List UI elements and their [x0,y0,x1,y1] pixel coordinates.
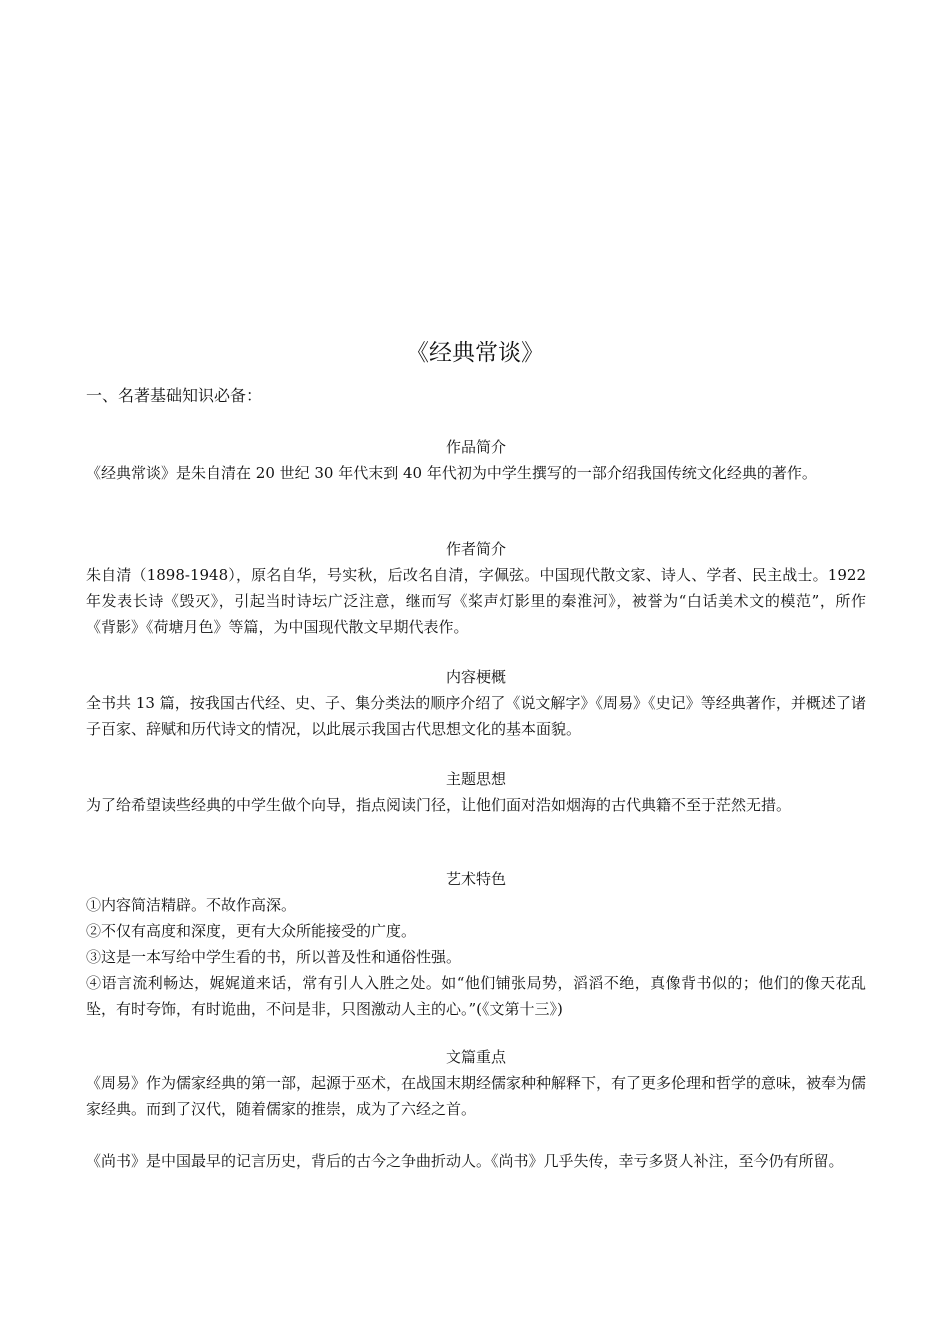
document-title: 《经典常谈》 [406,340,544,366]
art-item-4: ④语言流利畅达，娓娓道来话，常有引人入胜之处。如“他们铺张局势，滔滔不绝，真像背书似的；他们的像天花乱坠，有时夸饰，有时诡曲，不问是非，只图激动人主的心。”(《文第十三》) [86,974,866,1018]
author-section [86,536,866,640]
intro-text: 《经典常谈》是朱自清在 20 世纪 30 年代末到 40 年代初为中学生撰写的一部介绍我国传统文化经典的著作。 [86,464,817,482]
summary-text: 全书共 13 篇，按我国古代经、史、子、集分类法的顺序介绍了《说文解字》《周易》《史记》等经典著作，并概述了诸子百家、辞赋和历代诗文的情况，以此展示我国古代思想文化的基本面貌。 [86,694,866,738]
intro-section [86,434,866,486]
art-item-3: ③这是一本写给中学生看的书，所以普及性和通俗性强。 [86,948,462,966]
art-item-1: ①内容简洁精辟。不故作高深。 [86,896,297,914]
key-chapter-paragraph-1: 《周易》作为儒家经典的第一部，起源于巫术，在战国末期经儒家种种解释下，有了更多伦理和哲学的意味，被奉为儒家经典。而到了汉代，随着儒家的推崇，成为了六经之首。 [86,1074,867,1118]
art-heading: 艺术特色 [445,870,506,888]
key-chapters-heading: 文篇重点 [445,1048,506,1066]
summary-section [86,664,866,742]
theme-section [86,766,866,818]
key-chapters-section [86,1044,866,1174]
author-heading: 作者简介 [445,540,506,558]
key-chapter-paragraph-2: 《尚书》是中国最早的记言历史，背后的古今之争曲折动人。《尚书》几乎失传，幸亏多贤人补注，至今仍有所留。 [86,1152,844,1170]
summary-heading: 内容梗概 [445,668,506,686]
theme-heading: 主题思想 [445,770,506,788]
section-heading: 一、名著基础知识必备： [86,386,263,405]
art-item-2: ②不仅有高度和深度，更有大众所能接受的广度。 [86,922,417,940]
author-text: 朱自清（1898-1948），原名自华，号实秋，后改名自清，字佩弦。中国现代散文家、诗人、学者、民主战士。1922 年发表长诗《毁灭》，引起当时诗坛广泛注意，继而写《桨声灯影里的秦淮河》，被誉为“白话美术文的模范”，所作《背影》《荷塘月色》等篇，为中国现代散文早期代表作。 [86,566,866,636]
intro-heading: 作品简介 [445,438,506,456]
theme-text: 为了给希望读些经典的中学生做个向导，指点阅读门径，让他们面对浩如烟海的古代典籍不至于茫然无措。 [86,796,792,814]
art-section [86,866,866,1022]
